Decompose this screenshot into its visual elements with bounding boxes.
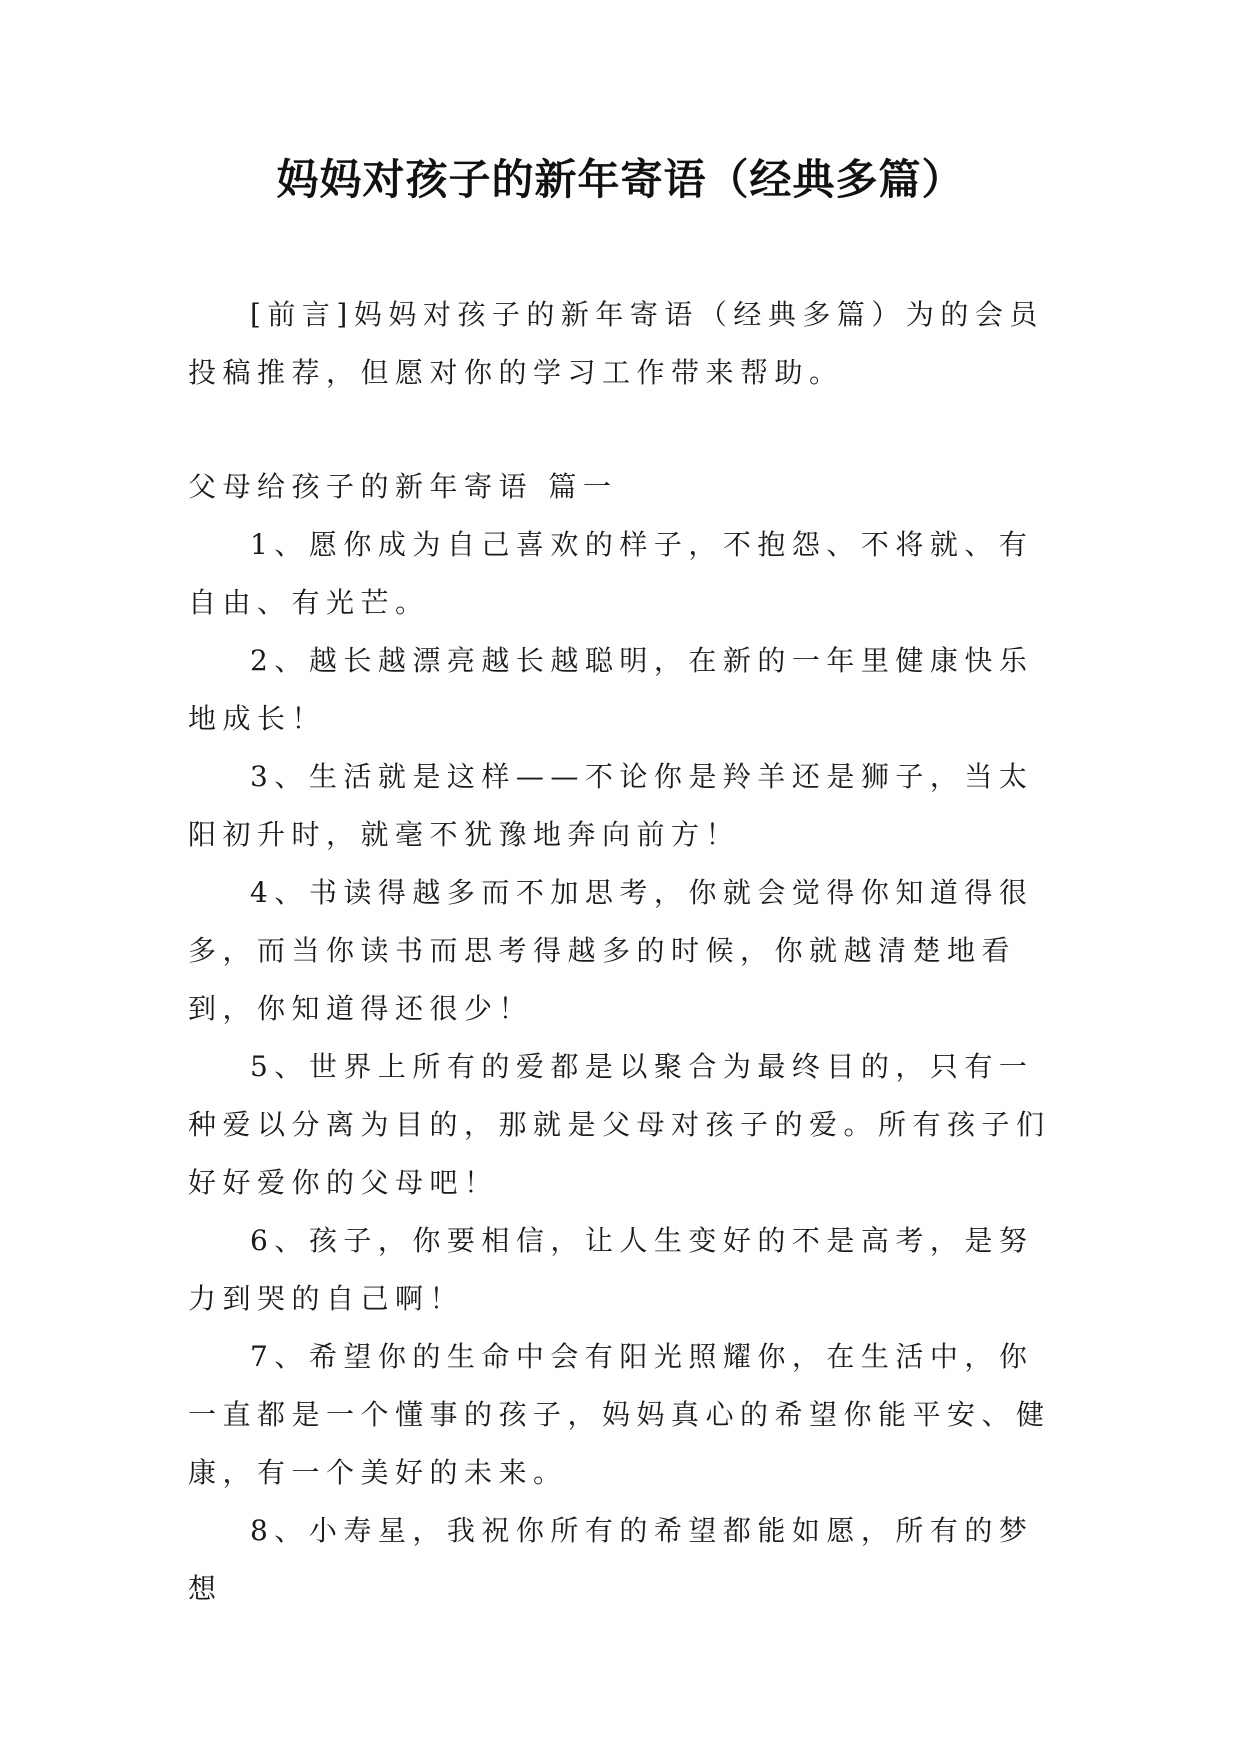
paragraph-2: 2、越长越漂亮越长越聪明，在新的一年里健康快乐地成长！ — [188, 644, 1034, 735]
paragraph-4: 4、书读得越多而不加思考，你就会觉得你知道得很多，而当你读书而思考得越多的时候，你就越清楚地看到，你知道得还很少！ — [188, 876, 1034, 1025]
paragraph-3: 3、生活就是这样——不论你是羚羊还是狮子，当太阳初升时，就毫不犹豫地奔向前方！ — [188, 760, 1034, 851]
paragraph-8: 8、小寿星，我祝你所有的希望都能如愿，所有的梦想 — [188, 1514, 1034, 1605]
section-one — [188, 458, 1058, 1618]
paragraph-7: 7、希望你的生命中会有阳光照耀你，在生活中，你一直都是一个懂事的孩子，妈妈真心的希望你能平安、健康，有一个美好的未来。 — [188, 1340, 1051, 1489]
paragraph-1: 1、愿你成为自己喜欢的样子，不抱怨、不将就、有自由、有光芒。 — [188, 528, 1034, 619]
paragraph-6: 6、孩子，你要相信，让人生变好的不是高考，是努力到哭的自己啊！ — [188, 1224, 1034, 1315]
document-title: 妈妈对孩子的新年寄语（经典多篇） — [276, 155, 965, 204]
preface-block — [188, 286, 1058, 402]
paragraph-5: 5、世界上所有的爱都是以聚合为最终目的，只有一种爱以分离为目的，那就是父母对孩子的爱。所有孩子们好好爱你的父母吧！ — [188, 1050, 1051, 1199]
preface-paragraph: [前言]妈妈对孩子的新年寄语（经典多篇）为的会员投稿推荐，但愿对你的学习工作带来帮助。 — [188, 298, 1044, 389]
section-heading: 父母给孩子的新年寄语 篇一 — [188, 470, 618, 503]
